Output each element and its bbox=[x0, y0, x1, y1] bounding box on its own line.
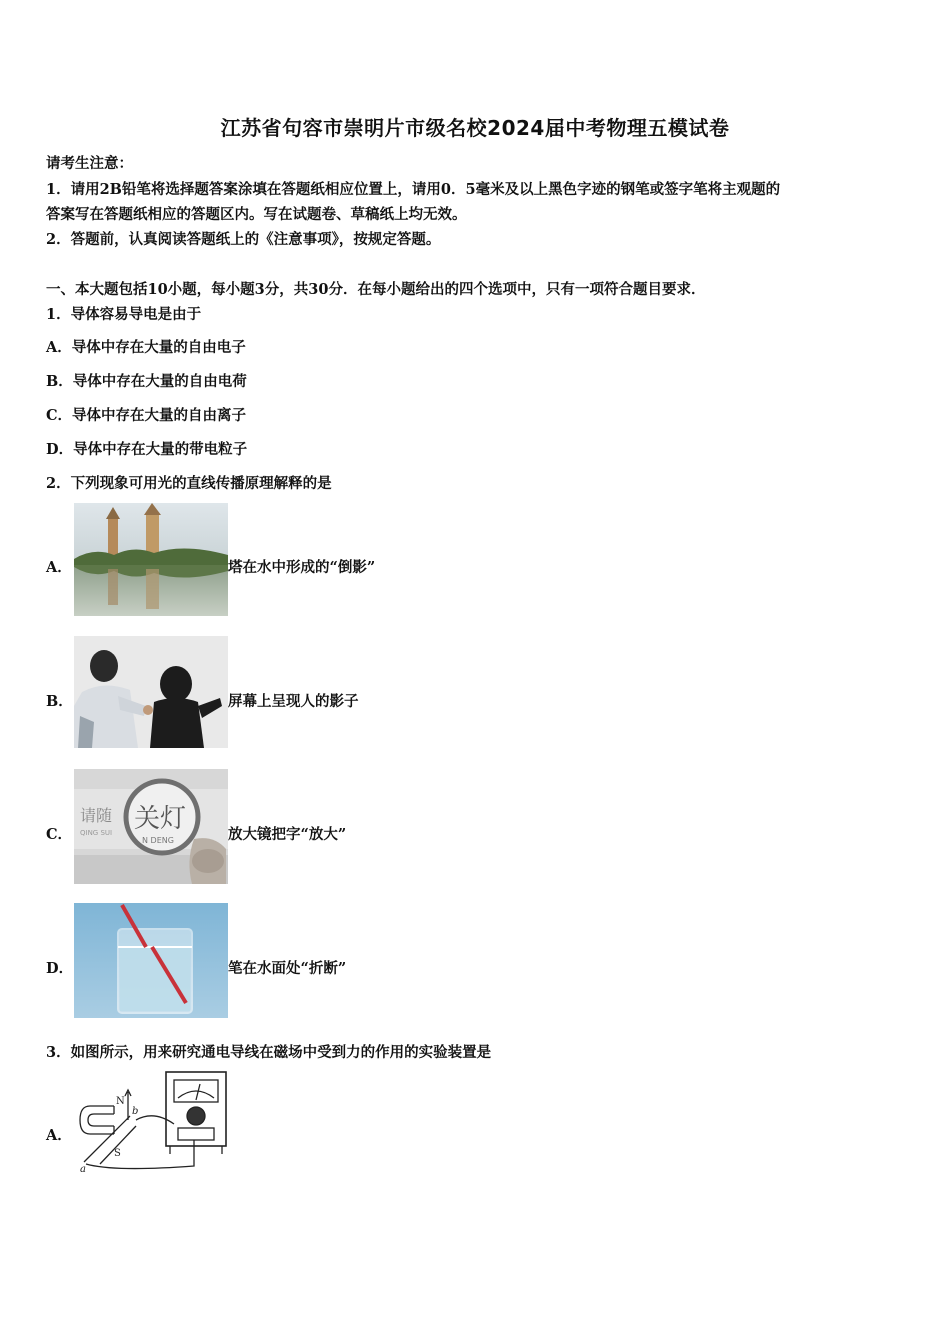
magnifier-image bbox=[74, 769, 228, 884]
q2-option-d-label: D． bbox=[46, 960, 74, 977]
notice-item-2: 2．答题前，认真阅读答题纸上的《注意事项》，按规定答题。 bbox=[46, 231, 441, 248]
q3-stem: 3．如图所示，用来研究通电导线在磁场中受到力的作用的实验装置是 bbox=[46, 1044, 492, 1061]
shadow-on-screen-image bbox=[74, 636, 228, 748]
q2-option-a-label: A． bbox=[46, 559, 72, 576]
photo-text-big-left: 请随 bbox=[80, 806, 113, 825]
q2-stem: 2．下列现象可用光的直线传播原理解释的是 bbox=[46, 475, 332, 492]
page-title: 江苏省句容市崇明片市级名校2024届中考物理五模试卷 bbox=[220, 116, 730, 140]
q2-option-c-label: C． bbox=[46, 826, 73, 843]
q2-option-c-text: 放大镜把字“放大” bbox=[228, 826, 347, 843]
photo-text-small-lens: N DENG bbox=[142, 836, 174, 845]
rod-end-b-label: b bbox=[132, 1106, 139, 1117]
q1-stem: 1．导体容易导电是由于 bbox=[46, 306, 202, 323]
q1-option-d: D．导体中存在大量的带电粒子 bbox=[46, 441, 248, 458]
notice-item-1-line-1: 1．请用2B铅笔将选择题答案涂填在答题纸相应位置上，请用0．5毫米及以上黑色字迹的钢笔或签字笔将主观题的 bbox=[46, 181, 781, 198]
q3-option-a-label: A． bbox=[46, 1127, 72, 1144]
magnet-south-label: S bbox=[114, 1148, 121, 1159]
q2-option-a-text: 塔在水中形成的“倒影” bbox=[228, 559, 376, 576]
q1-option-b: B．导体中存在大量的自由电荷 bbox=[46, 373, 247, 390]
magnet-circuit-diagram bbox=[74, 1068, 234, 1174]
q2-option-d-text: 笔在水面处“折断” bbox=[228, 960, 347, 977]
notice-heading: 请考生注意： bbox=[46, 155, 133, 172]
rod-end-a-label: a bbox=[80, 1164, 86, 1174]
notice-item-1-line-2: 答案写在答题纸相应的答题区内。写在试题卷、草稿纸上均无效。 bbox=[46, 206, 467, 223]
q1-option-a: A．导体中存在大量的自由电子 bbox=[46, 339, 246, 356]
photo-text-big-lens: 关灯 bbox=[134, 804, 187, 834]
q2-option-b-label: B． bbox=[46, 693, 73, 710]
pencil-in-water-image bbox=[74, 903, 228, 1018]
section-1-heading: 一、本大题包括10小题，每小题3分，共30分．在每小题给出的四个选项中，只有一项符合题目要求． bbox=[46, 281, 706, 298]
pagoda-reflection-image bbox=[74, 503, 228, 616]
q2-option-b-text: 屏幕上呈现人的影子 bbox=[228, 693, 359, 710]
magnet-north-label: N bbox=[116, 1096, 125, 1107]
q1-option-c: C．导体中存在大量的自由离子 bbox=[46, 407, 247, 424]
photo-text-small-left: QING SUI bbox=[80, 829, 113, 837]
